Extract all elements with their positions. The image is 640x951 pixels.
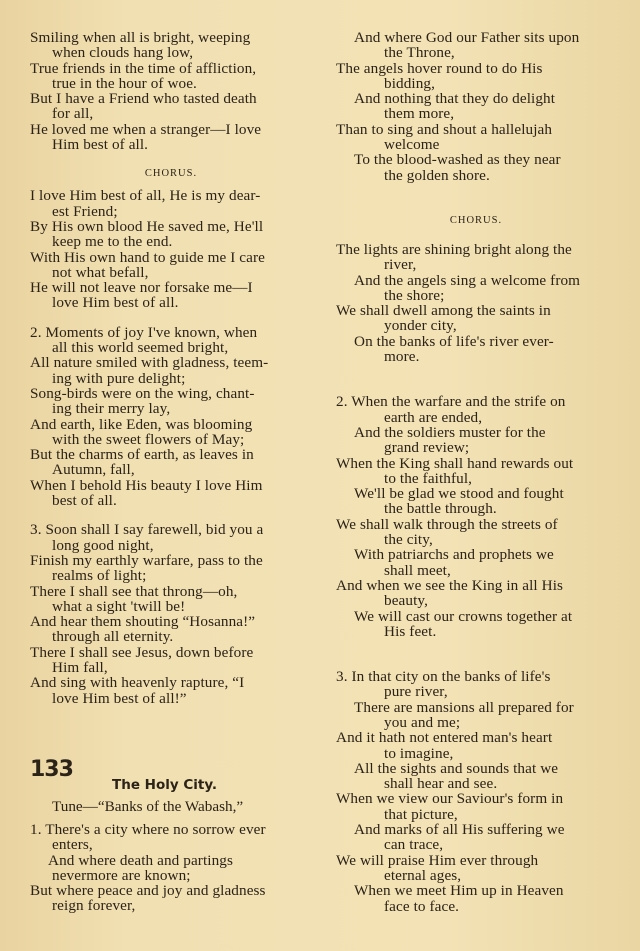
verse-line: And hear them shouting “Hosanna!” [30,613,256,631]
chorus-line: I love Him best of all, He is my dear- [30,187,261,205]
chorus-label: CHORUS. [144,168,198,180]
verse-line: When I behold His beauty I love Him [30,476,263,494]
verse-line: When we view our Saviour's form in [336,790,564,808]
verse-line: 2. Moments of joy I've known, when [30,323,258,341]
verse-line: realms of light; [52,567,147,585]
verse-line: And the soldiers muster for the [354,423,546,441]
verse-line: All nature smiled with gladness, teem- [30,354,269,372]
chorus-label: CHORUS. [449,214,503,226]
hymn-title: The Holy City. [112,777,218,793]
verse-line: All the sights and sounds that we [354,759,559,777]
verse-line: that picture, [384,805,458,823]
verse-line: the battle through. [384,500,497,518]
verse-line: can trace, [384,836,444,854]
left-chorus [30,188,312,310]
chorus-line: He will not leave nor forsake me—I [30,279,253,297]
verse-line: The angels hover round to do His [336,59,543,77]
verse-line: grand review; [384,439,470,457]
verse-line: His feet. [384,622,437,640]
verse-line: 2. When the warfare and the strife on [336,393,566,411]
verse-line: when clouds hang low, [52,44,194,62]
verse-line: And where death and partings [48,851,233,869]
chorus-line: not what befall, [52,263,149,281]
right-verse3 [336,669,616,914]
verse-line: them more, [384,105,455,123]
verse-line: Than to sing and shout a hallelujah [336,120,553,138]
verse-line: We will praise Him ever through [336,851,539,869]
chorus-line: love Him best of all. [52,294,179,312]
verse-line: True friends in the time of affliction, [30,59,257,77]
verse-line: There I shall see that throng—oh, [30,582,238,600]
verse-line: bidding, [384,74,436,92]
verse-line: face to face. [384,897,460,915]
verse-line: And marks of all His suffering we [354,821,565,839]
verse-line: pure river, [384,683,448,701]
verse-line: shall meet, [384,561,451,579]
right-verse1-end [336,30,616,183]
verse-line: eternal ages, [384,866,462,884]
verse-line: through all eternity. [52,628,174,646]
verse-line: Him best of all. [52,136,149,154]
chorus-line: We shall dwell among the saints in [336,302,551,320]
verse-line: Him fall, [52,658,108,676]
verse-line: Autumn, fall, [52,461,135,479]
verse-line: nevermore are known; [52,866,191,884]
verse-line: you and me; [384,713,461,731]
chorus-line: the shore; [384,286,445,304]
verse-line: And when we see the King in all His [336,576,564,594]
verse-line: best of all. [52,492,117,510]
chorus-line: river, [384,256,417,274]
verse-line: the golden shore. [384,166,490,184]
verse-line: 3. Soon shall I say farewell, bid you a [30,521,264,539]
verse-line: We shall walk through the streets of [336,515,558,533]
verse-line: reign forever, [52,897,136,915]
verse-line: There are mansions all prepared for [354,698,574,716]
left-verse3 [30,522,312,706]
right-chorus [336,242,616,364]
verse-line: with the sweet flowers of May; [52,430,245,448]
verse-line: Finish my earthly warfare, pass to the [30,551,263,569]
verse-line: When the King shall hand rewards out [336,454,574,472]
verse-line: beauty, [384,592,428,610]
right-column [336,30,616,914]
verse-line: welcome [384,136,440,154]
verse-line: what a sight 'twill be! [52,597,186,615]
chorus-line: And the angels sing a welcome from [354,271,581,289]
verse-line: We will cast our crowns together at [354,607,573,625]
hymn-number: 133 [30,757,73,782]
verse-line: And sing with heavenly rapture, “I [30,674,245,692]
verse-line: for all, [52,105,94,123]
verse-line: shall hear and see. [384,775,498,793]
left-verse1-end [30,30,312,152]
verse-line: all this world seemed bright, [52,339,229,357]
verse-line: He loved me when a stranger—I love [30,120,262,138]
verse-line: And nothing that they do delight [354,90,556,108]
verse-line: We'll be glad we stood and fought [354,485,564,503]
verse-line: To the blood-washed as they near [354,151,561,169]
chorus-line: keep me to the end. [52,233,173,251]
verse-line: to the faithful, [384,469,473,487]
verse-line: enters, [52,836,93,854]
verse-line: love Him best of all!” [52,689,187,707]
chorus-line: By His own blood He saved me, He'll [30,217,264,235]
verse-line: Song-birds were on the wing, chant- [30,384,255,402]
verse-line: But I have a Friend who tasted death [30,90,257,108]
verse-line: When we meet Him up in Heaven [354,882,564,900]
verse-line: And earth, like Eden, was blooming [30,415,253,433]
verse-line: And where God our Father sits upon [354,29,580,46]
verse-line: And it hath not entered man's heart [336,729,553,747]
chorus-line: On the banks of life's river ever- [354,332,554,350]
verse-line: 3. In that city on the banks of life's [336,668,551,686]
left-column [30,30,312,706]
verse-line: 1. There's a city where no sorrow ever [30,821,266,838]
verse-line: ing their merry lay, [52,400,171,418]
verse-line: With patriarchs and prophets we [354,546,554,564]
chorus-line: more. [384,348,420,366]
chorus-line: The lights are shining bright along the [336,240,572,258]
verse-line: Smiling when all is bright, weeping [30,29,251,46]
verse-line: the city, [384,531,433,549]
verse-line: earth are ended, [384,408,483,426]
verse-line: But the charms of earth, as leaves in [30,446,254,464]
verse-line: long good night, [52,536,154,554]
verse-line: true in the hour of woe. [52,74,197,92]
chorus-line: est Friend; [52,202,118,220]
verse-line: There I shall see Jesus, down before [30,643,254,661]
verse-line: the Throne, [384,44,455,62]
right-verse2 [336,394,616,639]
left-verse2 [30,325,312,509]
chorus-line: yonder city, [384,317,457,335]
verse-line: ing with pure delight; [52,369,186,387]
verse-line: to imagine, [384,744,454,762]
chorus-line: With His own hand to guide me I care [30,248,265,266]
verse-line: But where peace and joy and gladness [30,882,266,900]
hymn-tune: Tune—“Banks of the Wabash,” [52,798,244,815]
hymn-verse1-start [30,822,312,914]
